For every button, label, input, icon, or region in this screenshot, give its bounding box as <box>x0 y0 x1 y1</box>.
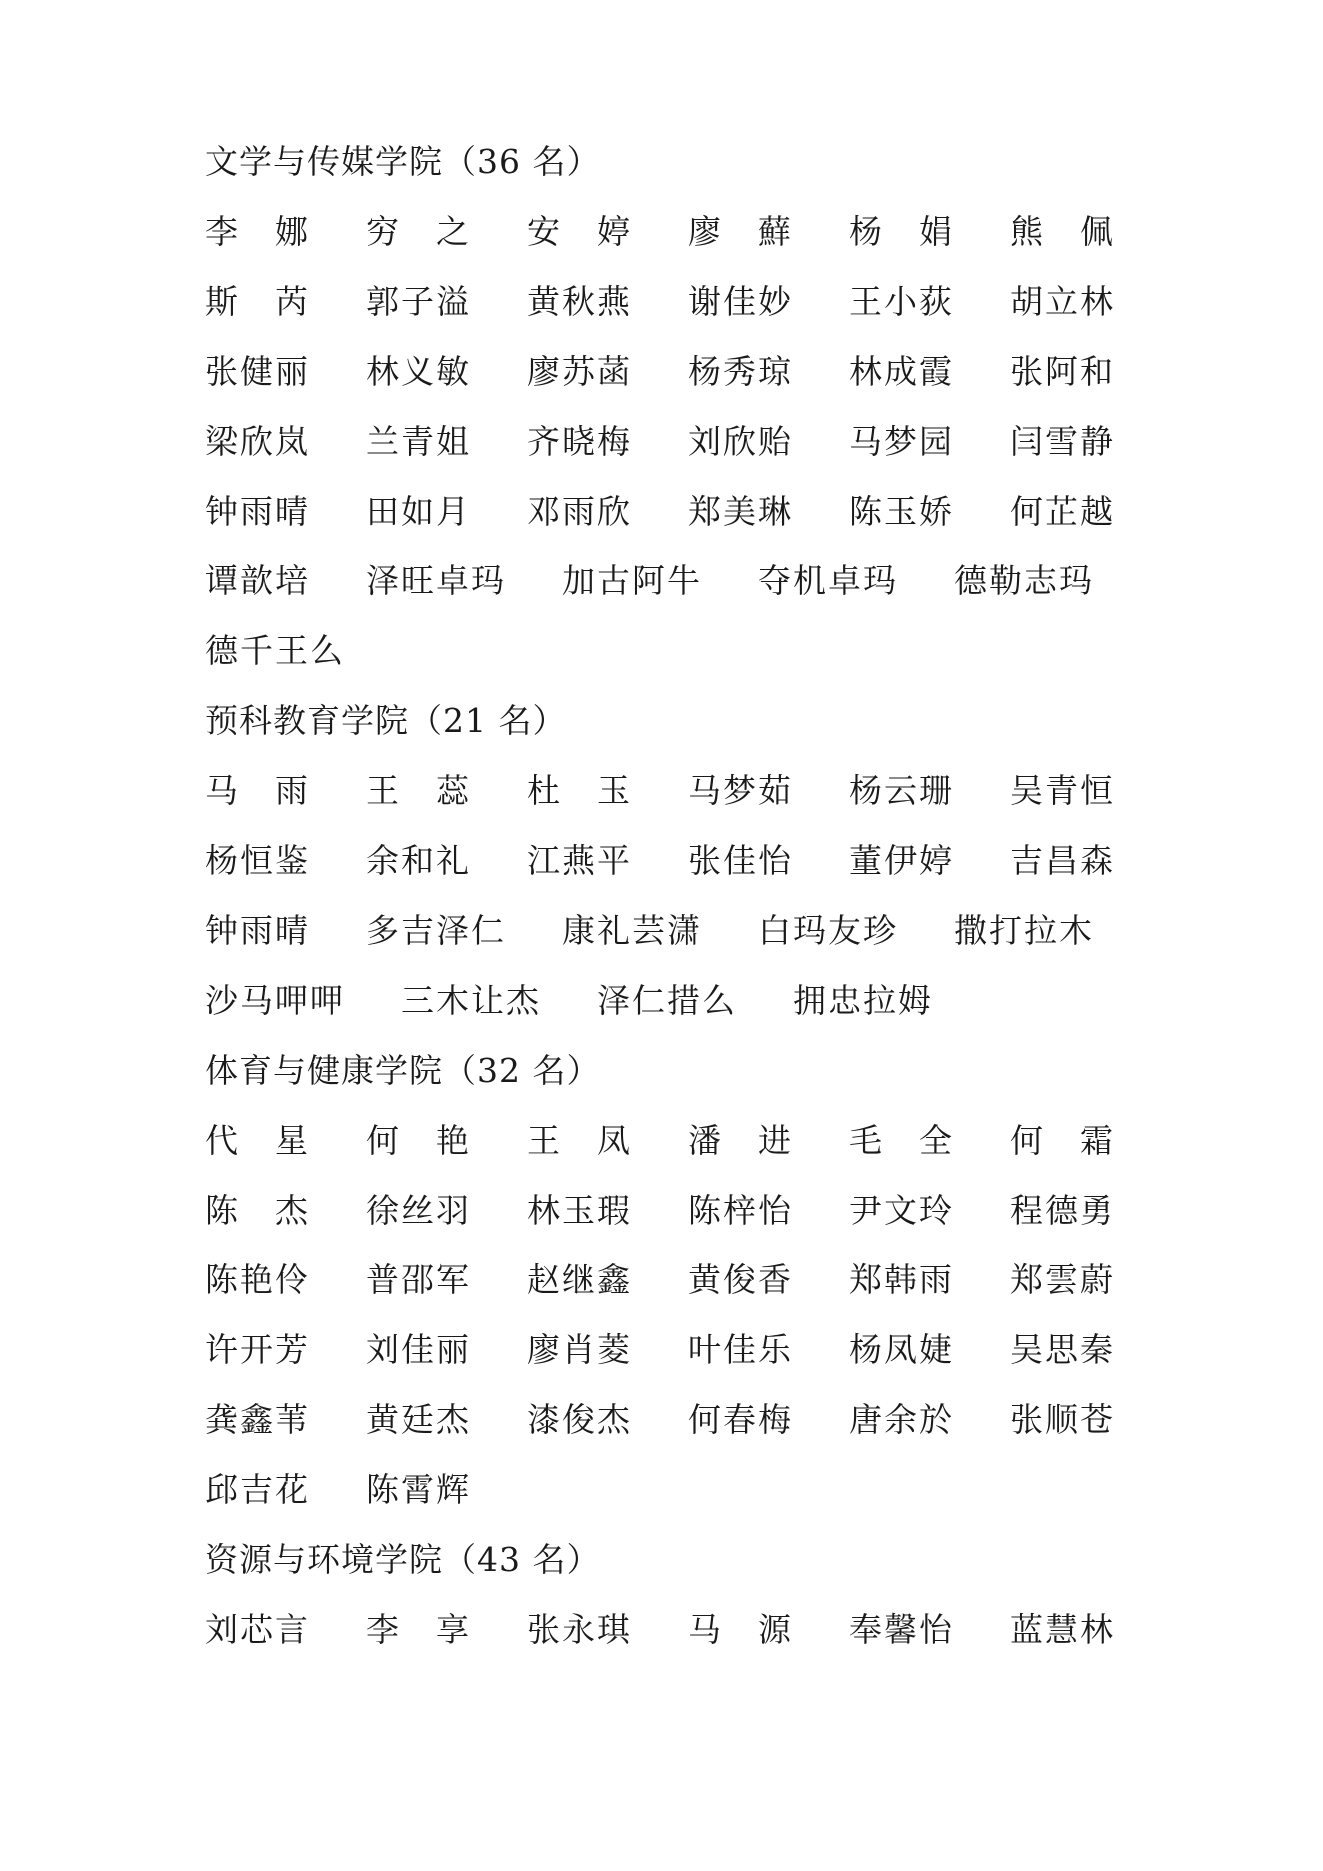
student-name: 王 蕊 <box>366 771 471 810</box>
student-name: 马 源 <box>688 1610 793 1649</box>
student-name: 张健丽 <box>205 352 310 391</box>
student-name: 泽旺卓玛 <box>366 561 506 600</box>
student-name: 加古阿牛 <box>562 561 702 600</box>
student-name: 奉馨怡 <box>849 1610 954 1649</box>
student-name: 王小荻 <box>849 282 954 321</box>
student-name: 马 雨 <box>205 771 310 810</box>
student-name: 谢佳妙 <box>688 282 793 321</box>
student-name: 钟雨晴 <box>205 492 310 531</box>
student-name: 陈霄辉 <box>366 1470 471 1509</box>
student-name: 漆俊杰 <box>527 1400 632 1439</box>
student-name: 邓雨欣 <box>527 492 632 531</box>
student-name: 郑美琳 <box>688 492 793 531</box>
student-name: 马梦园 <box>849 422 954 461</box>
student-name: 徐丝羽 <box>366 1191 471 1230</box>
student-name: 廖 蘚 <box>688 212 793 251</box>
student-name: 代 星 <box>205 1121 310 1160</box>
student-name: 李 娜 <box>205 212 310 251</box>
student-name: 唐余於 <box>849 1400 954 1439</box>
student-name: 拥忠拉姆 <box>793 981 933 1020</box>
student-name: 尹文玲 <box>849 1191 954 1230</box>
student-name: 吴思秦 <box>1010 1330 1115 1369</box>
student-name: 陈艳伶 <box>205 1260 310 1299</box>
student-name: 斯 芮 <box>205 282 310 321</box>
student-name: 齐晓梅 <box>527 422 632 461</box>
student-name: 龚鑫苇 <box>205 1400 310 1439</box>
student-name: 陈 杰 <box>205 1191 310 1230</box>
student-name: 郑雲蔚 <box>1010 1260 1115 1299</box>
student-name: 夺机卓玛 <box>758 561 898 600</box>
student-name: 张阿和 <box>1010 352 1115 391</box>
student-name: 沙马呷呷 <box>205 981 345 1020</box>
student-name: 余和礼 <box>366 841 471 880</box>
student-name: 普邵军 <box>366 1260 471 1299</box>
student-name: 何春梅 <box>688 1400 793 1439</box>
student-name: 黄廷杰 <box>366 1400 471 1439</box>
student-name: 安 婷 <box>527 212 632 251</box>
student-name: 撒打拉木 <box>954 911 1094 950</box>
student-name: 董伊婷 <box>849 841 954 880</box>
student-name: 杨秀琼 <box>688 352 793 391</box>
student-name: 江燕平 <box>527 841 632 880</box>
student-name: 廖苏菡 <box>527 352 632 391</box>
student-name: 张永琪 <box>527 1610 632 1649</box>
student-name: 许开芳 <box>205 1330 310 1369</box>
student-name: 刘欣贻 <box>688 422 793 461</box>
student-name: 杨凤婕 <box>849 1330 954 1369</box>
student-name: 梁欣岚 <box>205 422 310 461</box>
student-name: 闫雪静 <box>1010 422 1115 461</box>
student-name: 杨恒鉴 <box>205 841 310 880</box>
student-name: 杜 玉 <box>527 771 632 810</box>
student-name: 刘芯言 <box>205 1610 310 1649</box>
student-name: 泽仁措么 <box>597 981 737 1020</box>
student-name: 何 艳 <box>366 1121 471 1160</box>
student-name: 蓝慧林 <box>1010 1610 1115 1649</box>
student-name: 多吉泽仁 <box>366 911 506 950</box>
student-name: 邱吉花 <box>205 1470 310 1509</box>
student-name: 李 享 <box>366 1610 471 1649</box>
student-name: 廖肖菱 <box>527 1330 632 1369</box>
student-name: 吉昌森 <box>1010 841 1115 880</box>
student-name: 黄秋燕 <box>527 282 632 321</box>
student-name: 张佳怡 <box>688 841 793 880</box>
student-name: 林玉瑕 <box>527 1191 632 1230</box>
student-name: 德千王么 <box>205 631 345 670</box>
student-name: 康礼芸潇 <box>562 911 702 950</box>
student-name: 何芷越 <box>1010 492 1115 531</box>
student-name: 潘 进 <box>688 1121 793 1160</box>
student-name: 刘佳丽 <box>366 1330 471 1369</box>
student-name: 何 霜 <box>1010 1121 1115 1160</box>
student-name: 黄俊香 <box>688 1260 793 1299</box>
student-name: 穷 之 <box>366 212 471 251</box>
section-heading: 资源与环境学院（43 名） <box>205 1540 601 1579</box>
student-name: 谭歆培 <box>205 561 310 600</box>
section-heading: 文学与传媒学院（36 名） <box>205 142 601 181</box>
student-name: 马梦茹 <box>688 771 793 810</box>
student-name: 叶佳乐 <box>688 1330 793 1369</box>
student-name: 杨 娟 <box>849 212 954 251</box>
student-name: 陈玉娇 <box>849 492 954 531</box>
section-heading: 体育与健康学院（32 名） <box>205 1051 601 1090</box>
student-name: 熊 佩 <box>1010 212 1115 251</box>
section-heading: 预科教育学院（21 名） <box>205 701 567 740</box>
student-name: 程德勇 <box>1010 1191 1115 1230</box>
student-name: 德勒志玛 <box>954 561 1094 600</box>
student-name: 陈梓怡 <box>688 1191 793 1230</box>
student-name: 钟雨晴 <box>205 911 310 950</box>
student-name: 白玛友珍 <box>758 911 898 950</box>
student-name: 兰青姐 <box>366 422 471 461</box>
student-name: 胡立林 <box>1010 282 1115 321</box>
student-name: 毛 全 <box>849 1121 954 1160</box>
student-name: 郑韩雨 <box>849 1260 954 1299</box>
student-name: 张顺苍 <box>1010 1400 1115 1439</box>
student-name: 三木让杰 <box>401 981 541 1020</box>
student-name: 王 凤 <box>527 1121 632 1160</box>
student-name: 杨云珊 <box>849 771 954 810</box>
student-name: 赵继鑫 <box>527 1260 632 1299</box>
student-name: 林成霞 <box>849 352 954 391</box>
student-name: 林义敏 <box>366 352 471 391</box>
student-name: 田如月 <box>366 492 471 531</box>
student-name: 吴青恒 <box>1010 771 1115 810</box>
student-name: 郭子溢 <box>366 282 471 321</box>
